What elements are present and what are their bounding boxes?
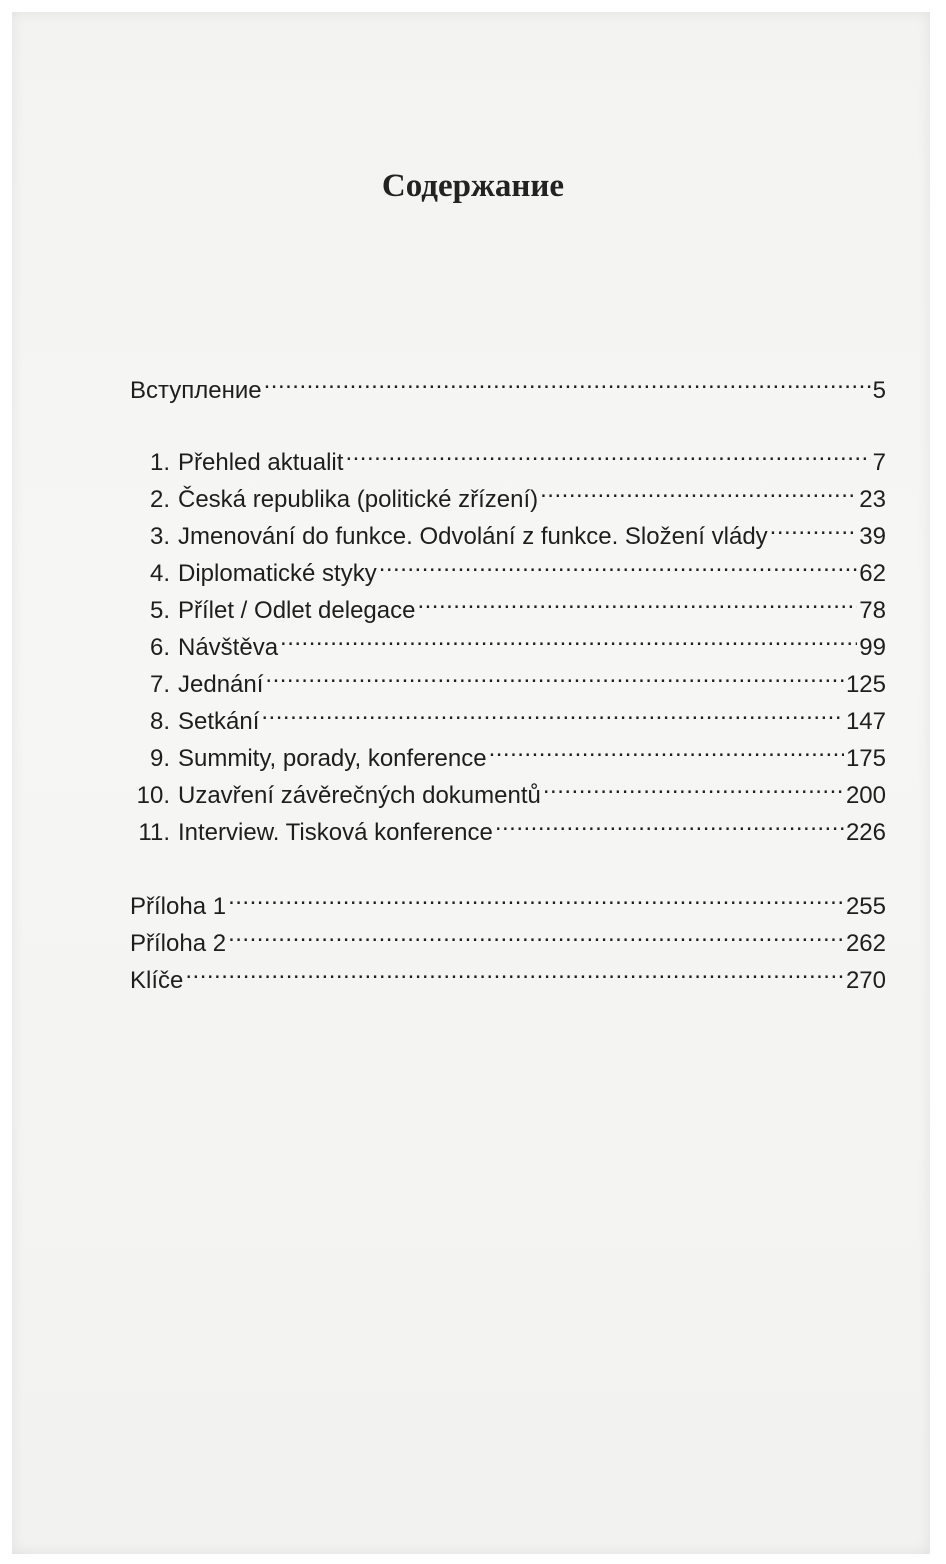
toc-dot-leader xyxy=(185,954,844,988)
toc-entry-1 xyxy=(130,436,886,476)
toc-entry-page: 7 xyxy=(872,449,886,476)
toc-entry-label: Příloha 2 xyxy=(130,930,227,957)
toc-entry-number: 6. xyxy=(149,634,170,661)
toc-entry-label: Summity, porady, konference xyxy=(178,745,487,772)
toc-entry-4 xyxy=(130,547,886,587)
toc-entry-number: 1. xyxy=(149,449,170,476)
toc-dot-leader xyxy=(265,658,844,692)
toc-entry-label: Jmenování do funkce. Odvolání z funkce. Složení vlády xyxy=(178,523,768,550)
toc-dot-leader xyxy=(379,547,858,581)
toc-entry-9 xyxy=(130,732,886,772)
toc-dot-leader xyxy=(264,364,871,398)
toc-entry-8 xyxy=(130,695,886,735)
toc-entry-page: 23 xyxy=(859,486,886,513)
toc-entry-label: Přílet / Odlet delegace xyxy=(178,597,416,624)
toc-entry-label: Interview. Tisková konference xyxy=(178,819,493,846)
toc-entry-label: Přehled aktualit xyxy=(178,449,344,476)
toc-entry-3 xyxy=(130,510,886,550)
toc-entry-label: Klíče xyxy=(130,967,184,994)
toc-entry-label: Setkání xyxy=(178,708,260,735)
toc-dot-leader xyxy=(770,510,858,544)
toc-entry-7 xyxy=(130,658,886,698)
toc-entry-number: 7. xyxy=(149,671,170,698)
toc-entry-number: 3. xyxy=(149,523,170,550)
toc-dot-leader xyxy=(345,436,870,470)
toc-dot-leader xyxy=(228,917,844,951)
toc-entry-5 xyxy=(130,584,886,624)
toc-entry-page: 262 xyxy=(845,930,886,957)
toc-entry-intro xyxy=(130,364,886,404)
toc-entry-page: 5 xyxy=(872,377,886,404)
toc-entry-number: 8. xyxy=(149,708,170,735)
toc-dot-leader xyxy=(540,473,857,507)
toc-entry-page: 78 xyxy=(859,597,886,624)
toc-entry-page: 125 xyxy=(845,671,886,698)
toc-entry-number: 10. xyxy=(136,782,170,809)
toc-entry-page: 255 xyxy=(845,893,886,920)
toc-entry-keys xyxy=(130,954,886,994)
toc-entry-label: Вступление xyxy=(130,377,262,404)
toc-entry-2 xyxy=(130,473,886,513)
toc-entry-page: 99 xyxy=(859,634,886,661)
page-title: Содержание xyxy=(381,168,565,204)
toc-dot-leader xyxy=(261,695,844,729)
toc-entry-label: Příloha 1 xyxy=(130,893,227,920)
toc-dot-leader xyxy=(489,732,844,766)
toc-entry-page: 175 xyxy=(845,745,886,772)
toc-entry-10 xyxy=(130,769,886,809)
toc-entry-page: 270 xyxy=(845,967,886,994)
toc-entry-page: 200 xyxy=(845,782,886,809)
toc-dot-leader xyxy=(280,621,857,655)
toc-entry-number: 2. xyxy=(149,486,170,513)
toc-dot-leader xyxy=(543,769,844,803)
toc-entry-page: 39 xyxy=(859,523,886,550)
toc-entry-number: 4. xyxy=(149,560,170,587)
toc-entry-appendix-2 xyxy=(130,917,886,957)
toc-dot-leader xyxy=(495,806,844,840)
toc-entry-number: 5. xyxy=(149,597,170,624)
toc-entry-6 xyxy=(130,621,886,661)
toc-entry-appendix-1 xyxy=(130,880,886,920)
toc-entry-label: Jednání xyxy=(178,671,264,698)
toc-entry-page: 147 xyxy=(845,708,886,735)
toc-entry-label: Česká republika (politické zřízení) xyxy=(178,486,539,513)
toc-entry-number: 9. xyxy=(149,745,170,772)
toc-entry-11 xyxy=(130,806,886,846)
toc-entry-label: Diplomatické styky xyxy=(178,560,377,587)
toc-entry-page: 226 xyxy=(845,819,886,846)
toc-dot-leader xyxy=(228,880,844,914)
toc-entry-label: Uzavření závěrečných dokumentů xyxy=(178,782,541,809)
toc-entry-page: 62 xyxy=(859,560,886,587)
toc-dot-leader xyxy=(417,584,857,618)
toc-entry-label: Návštěva xyxy=(178,634,279,661)
toc-entry-number: 11. xyxy=(138,819,170,846)
